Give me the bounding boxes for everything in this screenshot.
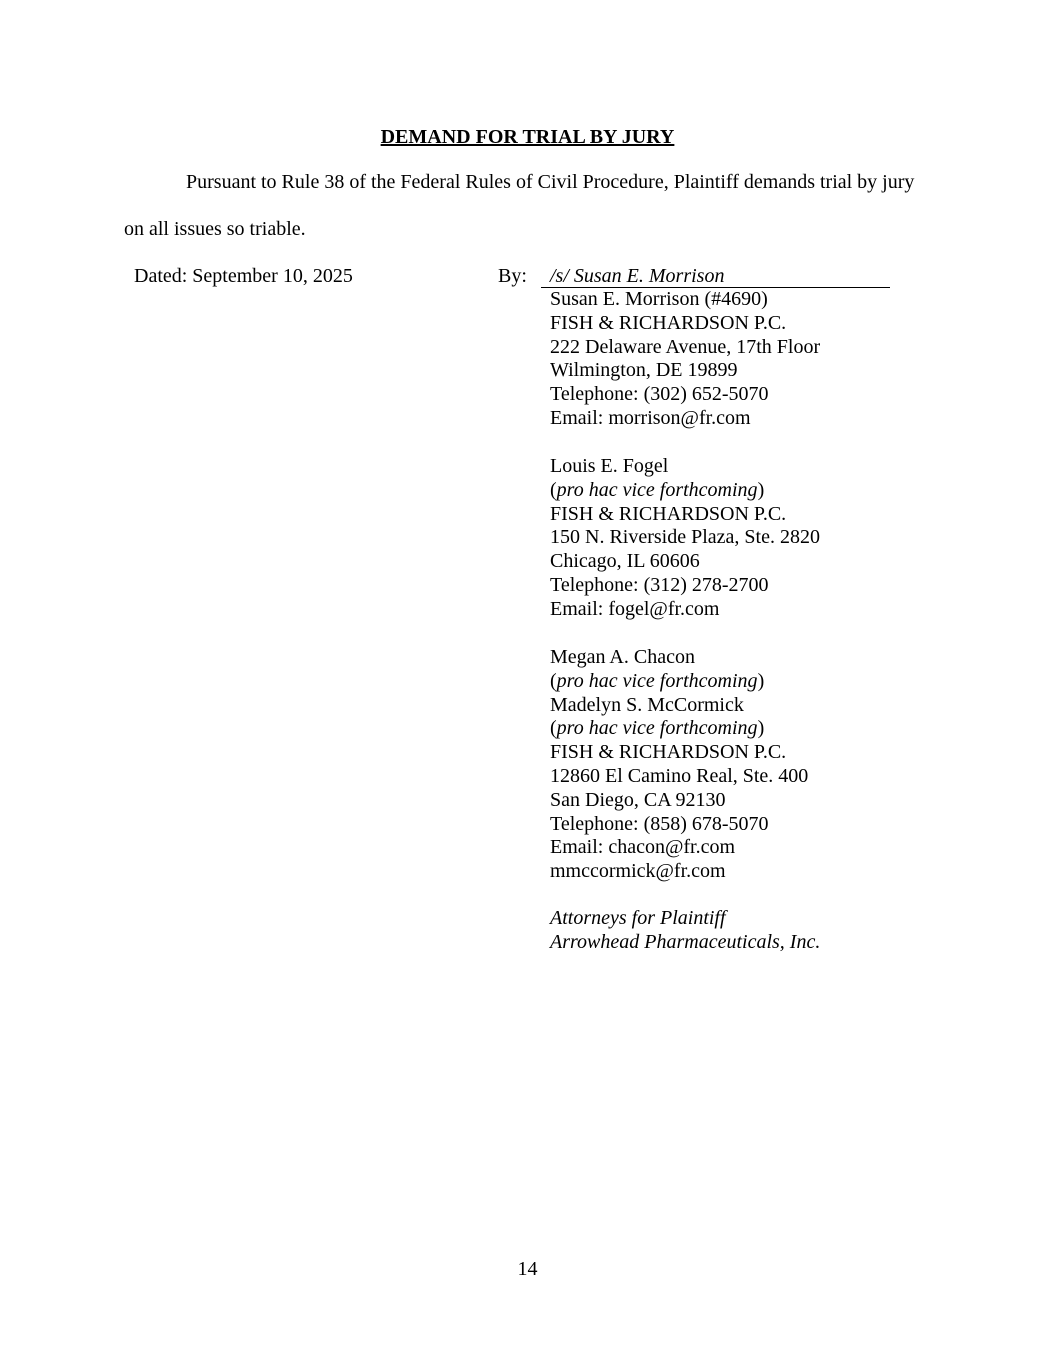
counsel-name: Louis E. Fogel xyxy=(550,455,669,477)
address-line-1: 12860 El Camino Real, Ste. 400 xyxy=(550,764,809,787)
counsel-name-1: Megan A. Chacon xyxy=(550,646,695,668)
firm-name: FISH & RICHARDSON P.C. xyxy=(550,741,787,764)
telephone: Telephone: (312) 278-2700 xyxy=(550,573,769,596)
attorneys-for-line-2: Arrowhead Pharmaceuticals, Inc. xyxy=(550,930,821,953)
jury-demand-paragraph-line-2: on all issues so triable. xyxy=(124,218,306,240)
telephone: Telephone: (302) 652-5070 xyxy=(550,383,769,406)
admission-status: (pro hac vice forthcoming) xyxy=(550,478,765,501)
admission-status-1: (pro hac vice forthcoming) xyxy=(550,669,765,692)
address-line-1: 222 Delaware Avenue, 17th Floor xyxy=(550,335,821,358)
email-1: Email: chacon@fr.com xyxy=(550,836,736,859)
attorneys-for-line-1: Attorneys for Plaintiff xyxy=(550,907,726,929)
page-number: 14 xyxy=(517,1258,538,1280)
firm-name: FISH & RICHARDSON P.C. xyxy=(550,502,787,525)
address-line-2: Chicago, IL 60606 xyxy=(550,550,700,573)
section-heading: DEMAND FOR TRIAL BY JURY xyxy=(380,126,675,148)
email: Email: morrison@fr.com xyxy=(550,406,751,429)
electronic-signature: /s/ Susan E. Morrison xyxy=(550,265,725,287)
address-line-2: San Diego, CA 92130 xyxy=(550,788,726,811)
telephone: Telephone: (858) 678-5070 xyxy=(550,812,769,835)
attorneys-for-block xyxy=(550,907,970,955)
counsel-block-chicago xyxy=(550,455,970,622)
dated-line: Dated: September 10, 2025 xyxy=(134,265,353,287)
address-line-2: Wilmington, DE 19899 xyxy=(550,359,738,382)
counsel-name: Susan E. Morrison (#4690) xyxy=(550,288,768,310)
counsel-block-san-diego xyxy=(550,646,970,884)
by-label: By: xyxy=(498,265,527,287)
jury-demand-paragraph-line-1: Pursuant to Rule 38 of the Federal Rules of Civil Procedure, Plaintiff demands trial by jury xyxy=(186,171,915,193)
counsel-block-delaware xyxy=(550,288,970,431)
address-line-1: 150 N. Riverside Plaza, Ste. 2820 xyxy=(550,526,820,549)
admission-status-2: (pro hac vice forthcoming) xyxy=(550,717,765,740)
counsel-name-2: Madelyn S. McCormick xyxy=(550,693,744,716)
firm-name: FISH & RICHARDSON P.C. xyxy=(550,311,787,334)
email: Email: fogel@fr.com xyxy=(550,597,720,620)
email-2: mmccormick@fr.com xyxy=(550,860,726,883)
